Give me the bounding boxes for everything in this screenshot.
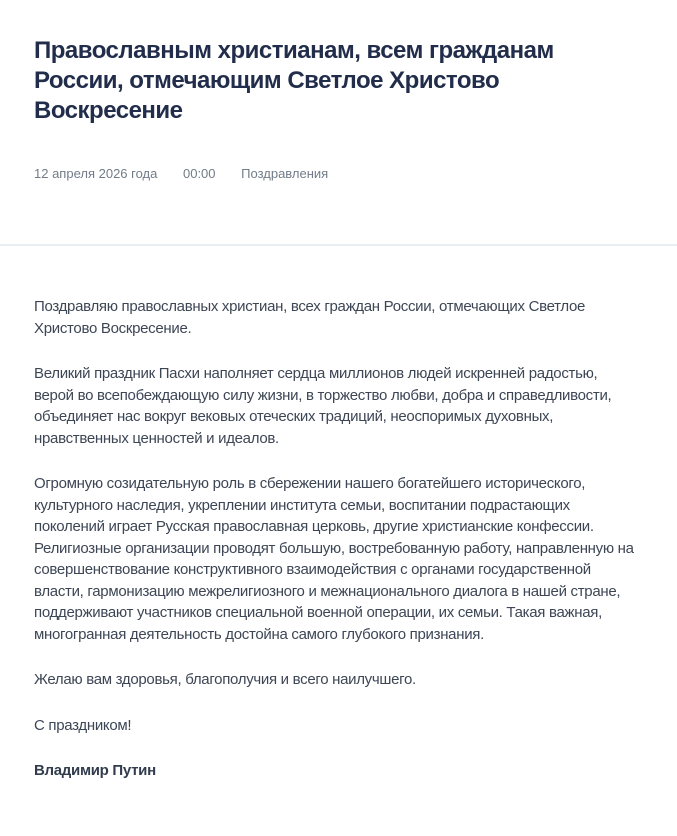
article-body [0,246,677,782]
article-paragraph-5: С праздником! [34,716,132,734]
article-signature: Владимир Путин [34,762,156,779]
article-time: 00:00 [182,166,216,181]
article-date: 12 апреля 2026 года [34,166,158,181]
article-paragraph-3: Огромную созидательную роль в сбережении нашего богатейшего исторического, культурного наследия, укреплении института семьи, воспитании подрастающих поколений играет Русская православная церковь, другие христианские конфессии. Религиозные организации проводят большую, востребованную работу, направленную на совершенствование конструктивного взаимодействия с органами государственной власти, гармонизацию межрелигиозного и межнационального диалога в нашей стране, поддерживают участников специальной военной операции, их семьи. Такая важная, многогранная деятельность достойна самого глубокого признания. [34,475,634,643]
article-header [0,36,677,182]
article-meta [34,166,643,182]
article-category-tag[interactable]: Поздравления [241,166,329,181]
article-paragraph-1: Поздравляю православных христиан, всех граждан России, отмечающих Светлое Христово Воскресение. [34,298,586,337]
article-paragraph-2: Великий праздник Пасхи наполняет сердца миллионов людей искренней радостью, верой во всепобеждающую силу жизни, в торжество любви, добра и справедливости, объединяет нас вокруг вековых отеческих традиций, неоспоримых духовных, нравственных ценностей и идеалов. [34,365,612,447]
article-paragraph-4: Желаю вам здоровья, благополучия и всего наилучшего. [34,671,416,688]
article-page [0,36,677,836]
page-title: Православным христианам, всем гражданам России, отмечающим Светлое Христово Воскресение [34,37,554,124]
